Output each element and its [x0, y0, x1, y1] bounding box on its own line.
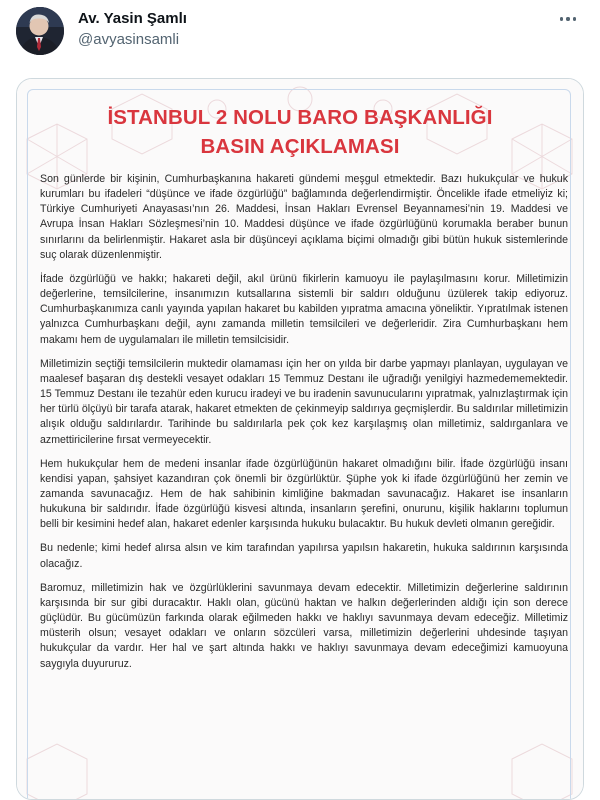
paragraph: Bu nedenle; kimi hedef alırsa alsın ve kim tarafından yapılırsa yapılsın hakaretin, hukuka saldırının karşısında olacağız. — [40, 542, 568, 570]
document-title-line1: İSTANBUL 2 NOLU BARO BAŞKANLIĞI — [107, 106, 493, 129]
paragraph: Milletimizin seçtiği temsilcilerin muktedir olamaması için her on yılda bir darbe yapmayı planlayan, uygulayan ve maalesef başaran dış destekli vesayet odakları 15 Temmuz Destanı ile uğradığı yenilgiyi hazmedememektedir. 15 Temmuz Destanı ile tezahür eden kurucu iradeyi ve bu iradenin savunucularını yıpratmak, yalnızlaştırmak için her türlü ölçüyü bir tarafa atarak, hakaret etmekten de çekinmeyip saldırıya geçmişlerdir. Bu saldırılar milletimizin alışık olduğu saldırılardır. Tarihinde bu saldırılarla pek çok kez karşılaşmış olan milletimiz, saldırganlara ve azmettiricilerine fırsat vermeyecektir. — [40, 357, 568, 446]
author-handle[interactable]: @avyasinsamli — [78, 31, 180, 48]
press-release-image — [17, 79, 583, 799]
avatar-image — [16, 7, 64, 55]
avatar[interactable] — [16, 7, 64, 55]
author-name[interactable]: Av. Yasin Şamlı — [78, 10, 187, 27]
paragraph: Baromuz, milletimizin hak ve özgürlüklerini savunmaya devam edecektir. Milletimizin değerlerine saldırının karşısında bir sur gibi duracaktır. Haklı olan, gücünü haktan ve halkın değerlerinden aldığı için son derece güçlüdür. Bu gücümüzün farkında olarak eğilmeden hakkı ve haklıyı savunmaya devam edeceğiz. Milletimiz müsterih olsun; vesayet odakları ve onların sözcüleri varsa, milletimizin değerlerini uhdesinde taşıyan hukukçular da vardır. Her hal ve şart altında hakkı ve haklıyı savunmaya devam edeceğimizi kamuoyuna saygıyla duyururuz. — [40, 581, 568, 670]
more-horizontal-icon — [566, 17, 569, 20]
document-body — [40, 172, 568, 681]
paragraph: İfade özgürlüğü ve hakkı; hakareti değil, akıl ürünü fikirlerin kamuoyu ile paylaşılmasını korur. Milletimizin değerlerine, temsilcilerine, insanımızın kutsallarına sistemli bir saldırı olduğunu üzülerek takip ediyoruz. Cumhurbaşkanımıza canlı yayında yapılan hakaret bu kabilden yıpratma amacına yöneliktir. Yıpratılmak istenen yalnızca Cumhurbaşkanı değil, aynı zamanda milletin temsilcileri ve değerleridir. Zira Cumhurbaşkanı hem makamı hem de uygulamaları ile milletin temsilcisidir. — [40, 272, 568, 346]
paragraph: Hem hukukçular hem de medeni insanlar ifade özgürlüğünün hakaret olmadığını bilir. İfade özgürlüğü insanı kendisi yapan, şahsiyet kazandıran çok önemli bir özgürlüktür. Şüphe yok ki ifade özgürlüğünü her zemin ve zamanda savunacağız. Hem de hak sahibinin kimliğine bakmadan savunacağız. Hakaret ise insanların hukukuna bir saldırıdır. İfade özgürlüğü kisvesi altında, insanların şerefini, onurunu, kişilik haklarını toplumun belli bir kesimini hedef alan, hakaret edenler karşısında hukuku bulacaktır. Bu hukuk devleti olmanın gereğidir. — [40, 457, 568, 531]
more-horizontal-icon — [573, 17, 576, 20]
more-horizontal-icon — [560, 17, 563, 20]
paragraph: Son günlerde bir kişinin, Cumhurbaşkanına hakareti gündemi meşgul etmektedir. Bazı hukukçular ve hukuk kurumları bu ifadeleri “düşünce ve ifade özgürlüğü” bağlamında değerlendirmiştir. Öncelikle ifade etmeliyiz ki; Türkiye Cumhuriyeti Anayasası’nın 26. Maddesi, İnsan Hakları Evrensel Beyannamesi’nin 19. Maddesi ve Avrupa İnsan Hakları Sözleşmesi’nin 10. Maddesi düşünce ve ifade özgürlüğünü korumakla beraber bunun sınırlarını da belirlenmiştir. Hakaret asla bir düşünceyi açıklama biçimi olmadığı gibi bütün hukuk sistemlerinde suç olarak düzenlenmiştir. — [40, 173, 568, 261]
tweet-header — [0, 0, 600, 72]
document-title-line2: BASIN AÇIKLAMASI — [200, 135, 400, 158]
media-card[interactable] — [16, 78, 584, 800]
more-options-button[interactable] — [554, 8, 582, 30]
